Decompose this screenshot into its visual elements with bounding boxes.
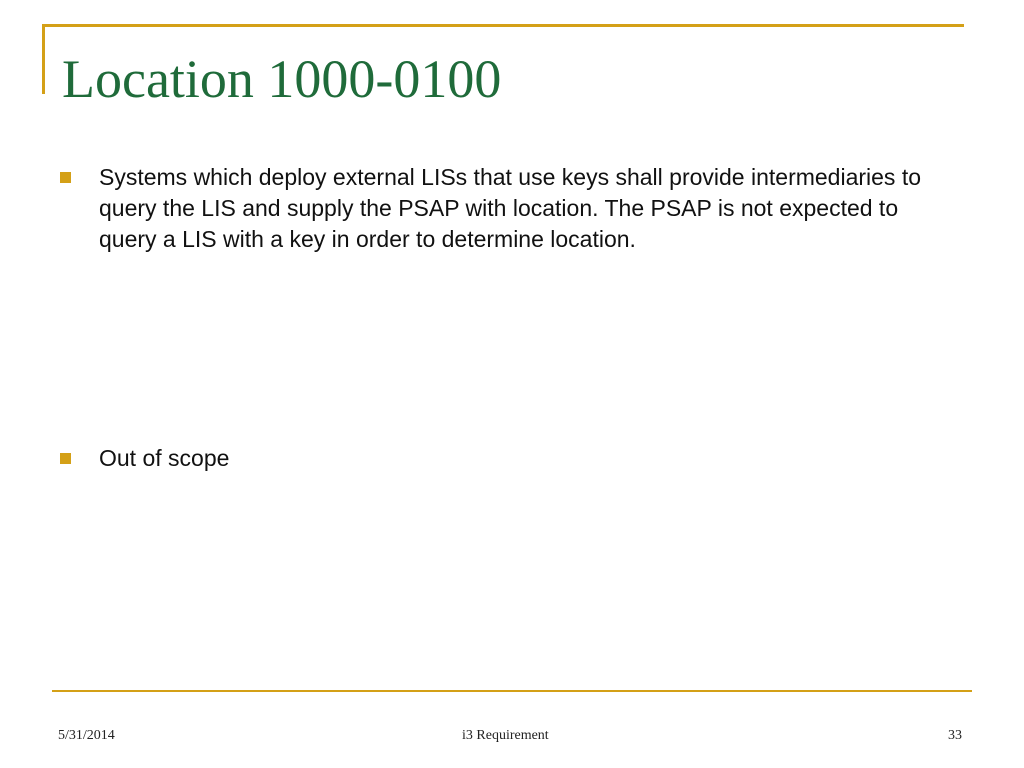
footer-divider: [52, 690, 972, 692]
footer-date: 5/31/2014: [58, 728, 115, 743]
bullet-item: [60, 162, 930, 255]
bullet-square-icon: [60, 453, 71, 464]
bullet-item: [60, 443, 930, 474]
page-number: 33: [948, 728, 962, 743]
bullet-text: Out of scope: [99, 445, 230, 471]
slide-title: Location 1000-0100: [62, 49, 502, 109]
accent-line-left: [42, 24, 45, 94]
footer-title: i3 Requirement: [462, 728, 549, 743]
accent-line-top: [42, 24, 964, 27]
bullet-square-icon: [60, 172, 71, 183]
bullet-text: Systems which deploy external LISs that use keys shall provide intermediaries to query the LIS and supply the PSAP with location. The PSAP is not expected to query a LIS with a key in order to determine location.: [99, 164, 922, 252]
